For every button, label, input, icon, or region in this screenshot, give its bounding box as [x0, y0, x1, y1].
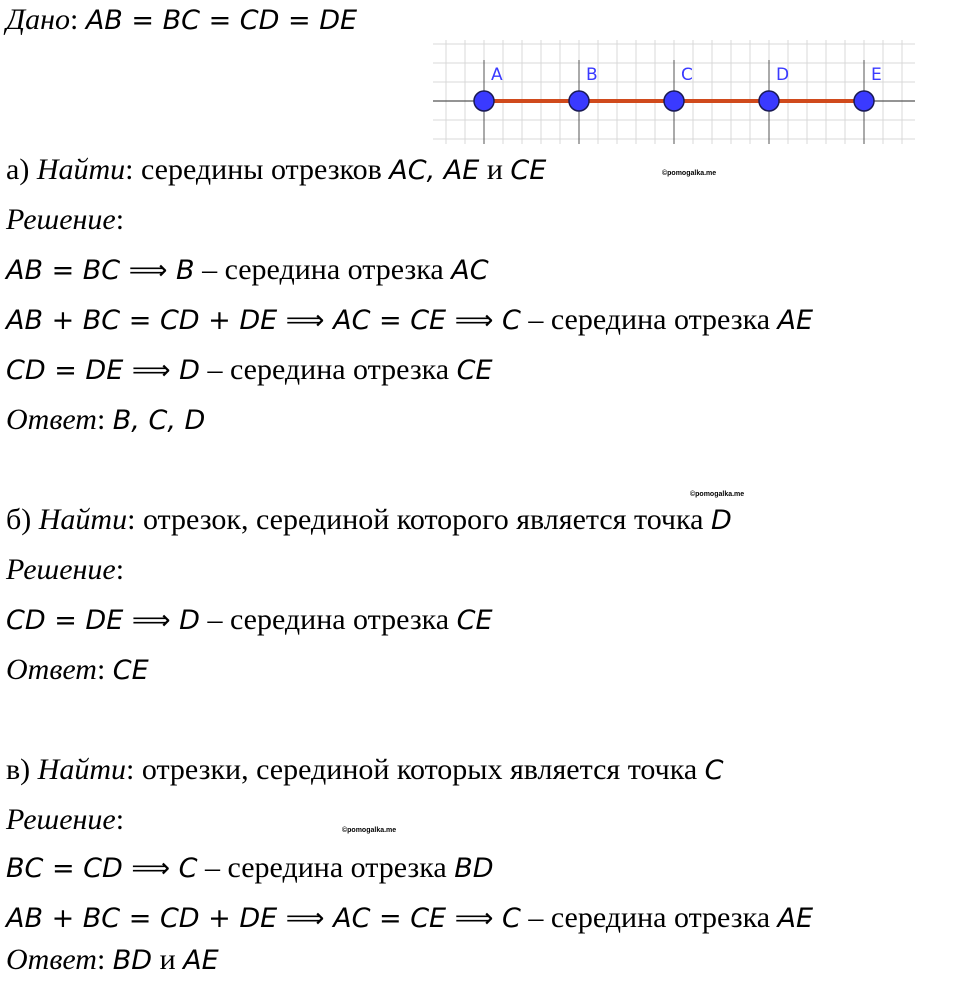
part-a-step-2-text: – середина отрезка — [520, 303, 778, 336]
figure-points — [474, 65, 882, 111]
watermark: ©pomogalka.me — [662, 170, 717, 177]
point-d — [759, 91, 779, 111]
part-a-step-3 — [6, 350, 493, 391]
part-b-step-1-text: – середина отрезка — [199, 603, 457, 636]
part-b-answer-line — [6, 650, 149, 691]
part-a-answer-math: B, C, D — [112, 405, 206, 436]
part-c-solution-label: Решение — [6, 803, 116, 836]
part-a-find-label: Найти — [36, 153, 126, 186]
part-b-solution-label: Решение — [6, 553, 116, 586]
part-c-step-1 — [6, 848, 494, 889]
part-a-answer-line — [6, 400, 205, 441]
part-c-solution-line — [6, 800, 124, 840]
part-c-step-2-seg: AE — [777, 903, 814, 934]
part-a-step-2-math: AB + BC = CD + DE ⟹ AC = CE ⟹ C — [6, 305, 521, 336]
point-b — [569, 91, 589, 111]
point-b-label: B — [586, 65, 598, 85]
part-c-answer-colon: : — [96, 943, 106, 976]
part-c-step-1-text: – середина отрезка — [197, 851, 455, 884]
part-c-answer-math1: BD — [112, 945, 153, 976]
part-b-answer-math: CE — [112, 655, 149, 686]
part-c-step-2-text: – середина отрезка — [520, 901, 778, 934]
point-a — [474, 91, 494, 111]
part-b-prefix: б) — [6, 503, 32, 536]
part-b-answer-colon: : — [96, 653, 106, 686]
part-c-step-2 — [6, 898, 813, 939]
part-c-answer-label: Ответ — [6, 943, 97, 976]
part-a-solution-line — [6, 200, 124, 240]
part-a-step-1 — [6, 250, 489, 291]
part-b-find-math: D — [710, 505, 732, 536]
part-b-solution-colon: : — [115, 553, 125, 586]
part-b-step-1-math: CD = DE ⟹ D — [6, 605, 200, 636]
point-e-label: E — [871, 65, 882, 85]
part-a-find-math1: AC, AE — [389, 155, 480, 186]
part-c-find-math: C — [704, 755, 724, 786]
part-c-step-2-math: AB + BC = CD + DE ⟹ AC = CE ⟹ C — [6, 903, 521, 934]
part-a-answer-label: Ответ — [6, 403, 97, 436]
part-c-step-1-math: BC = CD ⟹ C — [6, 853, 198, 884]
watermark: ©pomogalka.me — [690, 491, 745, 498]
part-a-step-3-text: – середина отрезка — [199, 353, 457, 386]
given-line — [6, 0, 357, 41]
part-b-find-line — [6, 500, 732, 541]
part-c-find-label: Найти — [37, 753, 126, 786]
part-a-solution-label: Решение — [6, 203, 116, 236]
segment-figure — [433, 40, 915, 144]
part-c-answer-and: и — [152, 943, 184, 976]
part-b-solution-line — [6, 550, 124, 590]
part-c-answer-math2: AE — [183, 945, 219, 976]
given-math: AB = BC = CD = DE — [85, 5, 358, 36]
part-c-solution-colon: : — [115, 803, 125, 836]
watermark: ©pomogalka.me — [342, 827, 397, 834]
part-c-step-1-seg: BD — [454, 853, 494, 884]
point-a-label: A — [491, 65, 503, 85]
part-a-step-1-math: AB = BC ⟹ B — [6, 255, 195, 286]
part-a-answer-colon: : — [96, 403, 106, 436]
part-b-find-label: Найти — [38, 503, 128, 536]
part-c-find-line — [6, 750, 724, 791]
part-c-find-text: : отрезки, серединой которых является точка — [126, 753, 705, 786]
given-colon: : — [69, 3, 79, 36]
part-a-find-and: и — [479, 153, 511, 186]
part-b-step-1-seg: CE — [456, 605, 493, 636]
part-a-find-math2: CE — [510, 155, 547, 186]
part-c-prefix: в) — [6, 753, 31, 786]
part-a-find-line — [6, 150, 546, 191]
part-b-find-text: : отрезок, серединой которого является точка — [127, 503, 711, 536]
part-b-answer-label: Ответ — [6, 653, 97, 686]
part-a-find-text: : середины отрезков — [125, 153, 390, 186]
part-b-step-1 — [6, 600, 493, 641]
part-a-step-3-math: CD = DE ⟹ D — [6, 355, 200, 386]
part-a-step-2-seg: AE — [777, 305, 814, 336]
given-label: Дано — [6, 3, 70, 36]
point-c-label: C — [681, 65, 693, 85]
part-a-step-3-seg: CE — [456, 355, 493, 386]
point-d-label: D — [776, 65, 790, 85]
part-a-step-1-seg: AC — [451, 255, 489, 286]
point-e — [854, 91, 874, 111]
part-a-step-1-text: – середина отрезка — [194, 253, 452, 286]
point-c — [664, 91, 684, 111]
part-a-step-2 — [6, 300, 813, 341]
part-a-solution-colon: : — [115, 203, 125, 236]
part-c-answer-line — [6, 940, 219, 981]
part-a-prefix: а) — [6, 153, 30, 186]
